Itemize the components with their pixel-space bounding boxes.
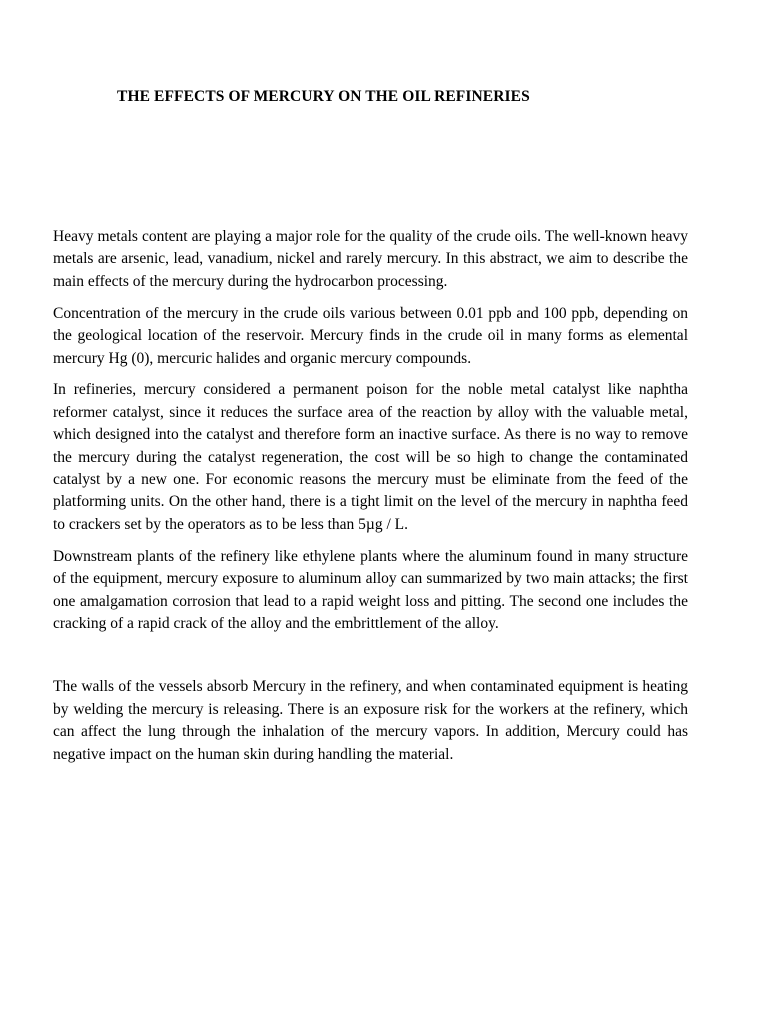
document-body <box>53 226 688 776</box>
paragraph-downstream-plants: Downstream plants of the refinery like ethylene plants where the aluminum found in many structure of the equipment, mercury exposure to aluminum alloy can summarized by two main attacks; the first one amalgamation corrosion that lead to a rapid weight loss and pitting. The second one includes the cracking of a rapid crack of the alloy and the embrittlement of the alloy. <box>53 547 688 632</box>
paragraph-refineries: In refineries, mercury considered a permanent poison for the noble metal catalyst like naphtha reformer catalyst, since it reduces the surface area of the reaction by alloy with the valuable metal, which designed into the catalyst and therefore form an inactive surface. As there is no way to remove the mercury during the catalyst regeneration, the cost will be so high to change the contaminated catalyst by a new one. For economic reasons the mercury must be eliminate from the feed of the platforming units. On the other hand, there is a tight limit on the level of the mercury in naphtha feed to crackers set by the operators as to be less than 5µg / L. <box>53 381 688 533</box>
paragraph-concentration: Concentration of the mercury in the crude oils various between 0.01 ppb and 100 ppb, depending on the geological location of the reservoir. Mercury finds in the crude oil in many forms as elemental mercury Hg (0), mercuric halides and organic mercury compounds. <box>53 304 688 367</box>
document-title: THE EFFECTS OF MERCURY ON THE OIL REFINERIES <box>117 88 530 105</box>
paragraph-exposure-risk: The walls of the vessels absorb Mercury in the refinery, and when contaminated equipment is heating by welding the mercury is releasing. There is an exposure risk for the workers at the refinery, which can affect the lung through the inhalation of the mercury vapors. In addition, Mercury could has negative impact on the human skin during handling the material. <box>53 678 688 763</box>
paragraph-heavy-metals: Heavy metals content are playing a major role for the quality of the crude oils. The well-known heavy metals are arsenic, lead, vanadium, nickel and rarely mercury. In this abstract, we aim to describe the main effects of the mercury during the hydrocarbon processing. <box>53 228 688 290</box>
